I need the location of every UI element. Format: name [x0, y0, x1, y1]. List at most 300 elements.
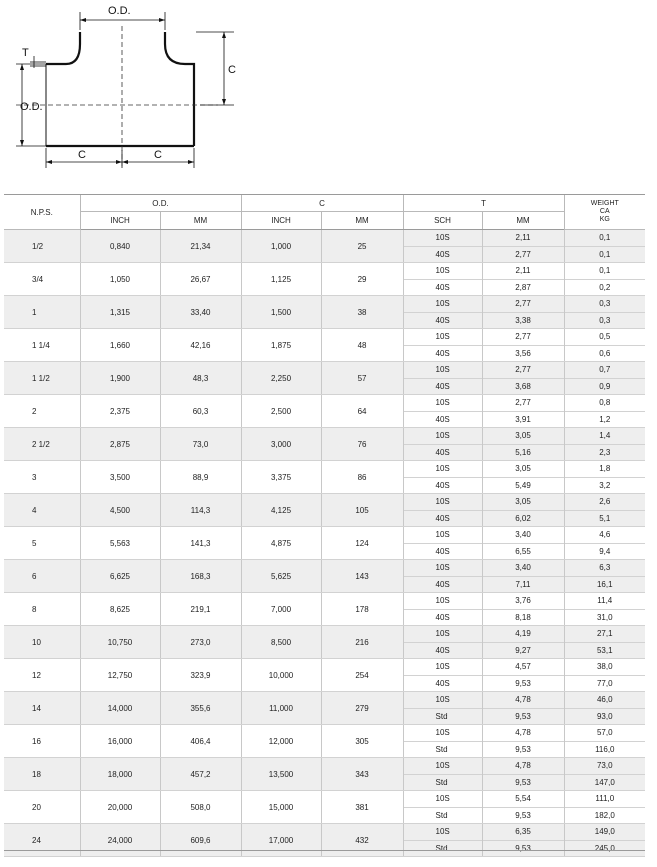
tee-branch-outline [46, 32, 194, 146]
cell-divider [483, 312, 564, 313]
cell-divider [404, 543, 482, 544]
cell-divider [483, 840, 564, 841]
table-row [4, 527, 645, 560]
cell-nps: 1 [4, 296, 80, 329]
cell-t-mm [482, 296, 564, 329]
cell-weight [564, 527, 645, 560]
cell-weight-value: 0,6 [599, 348, 611, 358]
cell-od-inch: 4,500 [80, 494, 160, 527]
cell-t-mm-value: 4,78 [515, 694, 531, 704]
cell-sch-value: Std [435, 810, 448, 820]
cell-od-mm: 26,67 [160, 263, 241, 296]
table-row [4, 824, 645, 857]
cell-sch-value: Std [435, 744, 448, 754]
cell-weight [564, 692, 645, 725]
cell-divider [404, 807, 482, 808]
cell-c-mm: 279 [321, 692, 403, 725]
cell-weight-value: 73,0 [596, 760, 613, 770]
cell-t-mm-value: 2,87 [515, 282, 531, 292]
table-row [4, 362, 645, 395]
cell-weight [564, 395, 645, 428]
cell-divider [565, 642, 646, 643]
cell-t-mm-value: 4,19 [515, 628, 531, 638]
cell-t-mm [482, 395, 564, 428]
cell-t-mm-value: 9,53 [515, 744, 531, 754]
cell-sch-value: 40S [435, 447, 450, 457]
cell-od-inch: 16,000 [80, 725, 160, 758]
cell-weight [564, 362, 645, 395]
cell-weight [564, 296, 645, 329]
cell-od-mm: 457,2 [160, 758, 241, 791]
cell-divider [404, 741, 482, 742]
cell-t-mm [482, 692, 564, 725]
cell-t-mm [482, 461, 564, 494]
table-row [4, 725, 645, 758]
cell-divider [483, 576, 564, 577]
cell-od-mm: 73,0 [160, 428, 241, 461]
cell-c-mm: 305 [321, 725, 403, 758]
header-weight [564, 195, 645, 230]
tee-dimensions-table [4, 194, 645, 857]
cell-t-mm-value: 2,77 [515, 397, 531, 407]
cell-divider [404, 576, 482, 577]
table-body [4, 230, 645, 857]
cell-sch-value: 40S [435, 480, 450, 490]
cell-od-mm: 219,1 [160, 593, 241, 626]
cell-sch-value: 40S [435, 678, 450, 688]
cell-t-mm-value: 2,77 [515, 298, 531, 308]
arrow-icon [46, 160, 52, 164]
cell-weight [564, 428, 645, 461]
cell-od-inch: 0,840 [80, 230, 160, 263]
cell-sch-value: 40S [435, 612, 450, 622]
cell-c-mm: 216 [321, 626, 403, 659]
cell-sch [403, 263, 482, 296]
table-row [4, 494, 645, 527]
table-row [4, 593, 645, 626]
header-od-mm: MM [160, 212, 241, 230]
cell-divider [483, 279, 564, 280]
cell-sch [403, 230, 482, 263]
cell-divider [404, 774, 482, 775]
cell-weight-value: 3,2 [599, 480, 611, 490]
cell-od-mm: 42,16 [160, 329, 241, 362]
cell-divider [483, 741, 564, 742]
arrow-icon [116, 160, 122, 164]
cell-od-mm: 406,4 [160, 725, 241, 758]
table-row [4, 461, 645, 494]
cell-od-inch: 5,563 [80, 527, 160, 560]
cell-c-mm: 105 [321, 494, 403, 527]
cell-c-mm: 76 [321, 428, 403, 461]
table-row [4, 692, 645, 725]
cell-divider [565, 477, 646, 478]
cell-weight-value: 5,1 [599, 513, 611, 523]
cell-weight-value: 38,0 [596, 661, 613, 671]
cell-od-mm: 508,0 [160, 791, 241, 824]
cell-weight-value: 77,0 [596, 678, 613, 688]
cell-weight-value: 4,6 [599, 529, 611, 539]
cell-sch [403, 296, 482, 329]
cell-c-mm: 57 [321, 362, 403, 395]
table-row [4, 758, 645, 791]
cell-od-mm: 33,40 [160, 296, 241, 329]
cell-c-inch: 4,875 [241, 527, 321, 560]
cell-weight-value: 0,5 [599, 331, 611, 341]
header-od: O.D. [80, 195, 241, 212]
cell-sch-value: 10S [435, 694, 450, 704]
cell-sch-value: 10S [435, 562, 450, 572]
cell-c-mm: 343 [321, 758, 403, 791]
cell-sch [403, 395, 482, 428]
cell-c-inch: 15,000 [241, 791, 321, 824]
cell-divider [404, 312, 482, 313]
header-c: C [241, 195, 403, 212]
cell-sch [403, 362, 482, 395]
arrow-icon [20, 64, 24, 70]
cell-sch-value: 10S [435, 331, 450, 341]
od-left-label: O.D. [20, 101, 43, 113]
table-row [4, 791, 645, 824]
cell-od-inch: 18,000 [80, 758, 160, 791]
cell-weight [564, 758, 645, 791]
cell-t-mm-value: 2,77 [515, 249, 531, 259]
cell-nps: 1/2 [4, 230, 80, 263]
cell-od-inch: 8,625 [80, 593, 160, 626]
cell-t-mm [482, 626, 564, 659]
cell-od-inch: 2,375 [80, 395, 160, 428]
cell-t-mm-value: 3,40 [515, 529, 531, 539]
cell-divider [483, 675, 564, 676]
cell-c-mm: 254 [321, 659, 403, 692]
cell-divider [565, 741, 646, 742]
cell-sch [403, 725, 482, 758]
cell-nps: 10 [4, 626, 80, 659]
arrow-icon [188, 160, 194, 164]
cell-weight-value: 0,1 [599, 265, 611, 275]
cell-od-inch: 10,750 [80, 626, 160, 659]
cell-divider [483, 708, 564, 709]
cell-nps: 3/4 [4, 263, 80, 296]
cell-t-mm-value: 3,68 [515, 381, 531, 391]
cell-divider [404, 609, 482, 610]
cell-t-mm [482, 494, 564, 527]
cell-od-inch: 24,000 [80, 824, 160, 857]
cell-divider [483, 543, 564, 544]
cell-divider [565, 411, 646, 412]
cell-t-mm-value: 6,02 [515, 513, 531, 523]
cell-divider [565, 312, 646, 313]
cell-t-mm-value: 5,16 [515, 447, 531, 457]
cell-divider [404, 246, 482, 247]
cell-nps: 14 [4, 692, 80, 725]
cell-t-mm [482, 659, 564, 692]
cell-sch [403, 659, 482, 692]
cell-sch-value: 10S [435, 529, 450, 539]
cell-c-inch: 3,000 [241, 428, 321, 461]
arrow-icon [159, 18, 165, 22]
header-t-sch: SCH [403, 212, 482, 230]
cell-divider [565, 807, 646, 808]
cell-od-inch: 1,050 [80, 263, 160, 296]
cell-weight-value: 6,3 [599, 562, 611, 572]
cell-divider [483, 378, 564, 379]
cell-weight-value: 16,1 [596, 579, 613, 589]
cell-t-mm-value: 4,78 [515, 727, 531, 737]
arrow-icon [222, 99, 226, 105]
cell-c-mm: 432 [321, 824, 403, 857]
cell-c-inch: 3,375 [241, 461, 321, 494]
cell-c-inch: 1,875 [241, 329, 321, 362]
cell-divider [404, 642, 482, 643]
cell-divider [565, 708, 646, 709]
cell-weight-value: 0,3 [599, 315, 611, 325]
cell-t-mm [482, 725, 564, 758]
cell-t-mm [482, 791, 564, 824]
cell-weight-value: 0,8 [599, 397, 611, 407]
cell-c-inch: 17,000 [241, 824, 321, 857]
cell-t-mm-value: 9,53 [515, 777, 531, 787]
cell-divider [483, 609, 564, 610]
cell-nps: 16 [4, 725, 80, 758]
cell-t-mm-value: 4,78 [515, 760, 531, 770]
cell-weight-value: 0,9 [599, 381, 611, 391]
cell-c-inch: 13,500 [241, 758, 321, 791]
cell-t-mm-value: 2,11 [515, 265, 531, 275]
cell-od-mm: 114,3 [160, 494, 241, 527]
cell-nps: 8 [4, 593, 80, 626]
table-row [4, 659, 645, 692]
cell-divider [565, 576, 646, 577]
cell-nps: 1 1/2 [4, 362, 80, 395]
cell-c-mm: 124 [321, 527, 403, 560]
cell-t-mm-value: 7,11 [515, 579, 531, 589]
cell-sch-value: 40S [435, 513, 450, 523]
cell-divider [483, 444, 564, 445]
tee-dimension-diagram [0, 0, 260, 180]
cell-weight-value: 11,4 [597, 595, 613, 605]
header-od-inch: INCH [80, 212, 160, 230]
cell-sch-value: 10S [435, 727, 450, 737]
cell-weight-value: 245,0 [594, 843, 615, 853]
bottom-divider [4, 850, 645, 851]
cell-weight-value: 147,0 [594, 777, 615, 787]
cell-weight-value: 93,0 [596, 711, 613, 721]
cell-weight [564, 824, 645, 857]
cell-sch [403, 461, 482, 494]
cell-sch [403, 626, 482, 659]
cell-weight-value: 0,2 [599, 282, 611, 292]
cell-t-mm [482, 428, 564, 461]
cell-c-mm: 86 [321, 461, 403, 494]
cell-weight-value: 46,0 [596, 694, 613, 704]
cell-c-mm: 38 [321, 296, 403, 329]
cell-divider [404, 444, 482, 445]
table-row [4, 263, 645, 296]
cell-c-mm: 48 [321, 329, 403, 362]
cell-weight-value: 27,1 [596, 628, 613, 638]
cell-sch [403, 560, 482, 593]
cell-od-mm: 48,3 [160, 362, 241, 395]
cell-weight-value: 0,1 [599, 232, 611, 242]
cell-weight [564, 494, 645, 527]
header-t-mm: MM [482, 212, 564, 230]
cell-c-inch: 8,500 [241, 626, 321, 659]
arrow-icon [222, 32, 226, 38]
cell-nps: 2 1/2 [4, 428, 80, 461]
header-c-mm: MM [321, 212, 403, 230]
cell-nps: 3 [4, 461, 80, 494]
cell-divider [404, 477, 482, 478]
cell-divider [483, 246, 564, 247]
cell-od-inch: 1,660 [80, 329, 160, 362]
cell-c-inch: 7,000 [241, 593, 321, 626]
cell-divider [483, 510, 564, 511]
cell-weight-value: 2,6 [599, 496, 611, 506]
cell-c-inch: 4,125 [241, 494, 321, 527]
cell-sch [403, 527, 482, 560]
cell-weight-value: 2,3 [599, 447, 611, 457]
cell-sch [403, 791, 482, 824]
cell-weight-value: 31,0 [596, 612, 613, 622]
cell-t-mm [482, 593, 564, 626]
cell-od-mm: 21,34 [160, 230, 241, 263]
cell-weight-value: 0,1 [599, 249, 611, 259]
header-t: T [403, 195, 564, 212]
cell-t-mm-value: 9,27 [515, 645, 531, 655]
cell-divider [483, 807, 564, 808]
cell-weight [564, 791, 645, 824]
cell-sch-value: 40S [435, 579, 450, 589]
cell-od-mm: 168,3 [160, 560, 241, 593]
cell-t-mm [482, 230, 564, 263]
arrow-icon [80, 18, 86, 22]
cell-t-mm-value: 9,53 [515, 678, 531, 688]
cell-c-inch: 1,000 [241, 230, 321, 263]
cell-c-mm: 143 [321, 560, 403, 593]
cell-sch-value: 10S [435, 595, 450, 605]
cell-weight [564, 461, 645, 494]
cell-weight-value: 1,4 [599, 430, 611, 440]
cell-sch-value: 10S [435, 430, 450, 440]
c-bottom-left-label: C [78, 149, 86, 161]
cell-sch-value: 10S [435, 232, 450, 242]
cell-divider [404, 411, 482, 412]
cell-t-mm-value: 2,77 [515, 331, 531, 341]
cell-od-inch: 2,875 [80, 428, 160, 461]
cell-weight-value: 182,0 [594, 810, 615, 820]
table-row [4, 626, 645, 659]
cell-t-mm-value: 6,35 [515, 826, 531, 836]
cell-divider [565, 378, 646, 379]
cell-t-mm-value: 3,05 [515, 463, 531, 473]
cell-divider [404, 378, 482, 379]
cell-c-inch: 1,500 [241, 296, 321, 329]
cell-t-mm [482, 560, 564, 593]
cell-sch-value: 10S [435, 463, 450, 473]
cell-od-inch: 1,315 [80, 296, 160, 329]
cell-od-inch: 12,750 [80, 659, 160, 692]
cell-od-mm: 141,3 [160, 527, 241, 560]
cell-nps: 12 [4, 659, 80, 692]
cell-t-mm-value: 3,91 [515, 414, 531, 424]
cell-od-inch: 20,000 [80, 791, 160, 824]
header-weight-line2: CA [599, 208, 610, 215]
cell-divider [565, 543, 646, 544]
cell-divider [404, 510, 482, 511]
cell-nps: 20 [4, 791, 80, 824]
cell-t-mm [482, 758, 564, 791]
cell-sch [403, 494, 482, 527]
cell-c-inch: 10,000 [241, 659, 321, 692]
cell-nps: 6 [4, 560, 80, 593]
cell-sch-value: 10S [435, 760, 450, 770]
cell-nps: 18 [4, 758, 80, 791]
cell-sch-value: 40S [435, 282, 450, 292]
cell-divider [483, 477, 564, 478]
cell-t-mm-value: 6,55 [515, 546, 531, 556]
cell-t-mm [482, 362, 564, 395]
cell-sch [403, 329, 482, 362]
cell-weight-value: 1,8 [599, 463, 611, 473]
cell-od-inch: 3,500 [80, 461, 160, 494]
cell-od-mm: 88,9 [160, 461, 241, 494]
cell-sch-value: 10S [435, 364, 450, 374]
table-row [4, 395, 645, 428]
cell-weight [564, 560, 645, 593]
cell-od-mm: 355,6 [160, 692, 241, 725]
cell-weight-value: 116,0 [595, 744, 615, 754]
cell-divider [565, 510, 646, 511]
cell-sch-value: 40S [435, 249, 450, 259]
cell-nps: 5 [4, 527, 80, 560]
cell-sch-value: Std [435, 777, 448, 787]
cell-weight [564, 230, 645, 263]
cell-divider [565, 279, 646, 280]
cell-weight-value: 1,2 [599, 414, 611, 424]
cell-sch-value: 10S [435, 628, 450, 638]
table-row [4, 428, 645, 461]
cell-t-mm-value: 4,57 [515, 661, 531, 671]
cell-c-inch: 12,000 [241, 725, 321, 758]
od-top-label: O.D. [108, 5, 131, 17]
cell-sch-value: 40S [435, 348, 450, 358]
cell-od-inch: 1,900 [80, 362, 160, 395]
cell-sch [403, 692, 482, 725]
cell-sch-value: 10S [435, 265, 450, 275]
cell-weight [564, 626, 645, 659]
cell-od-mm: 60,3 [160, 395, 241, 428]
cell-c-inch: 11,000 [241, 692, 321, 725]
cell-divider [483, 774, 564, 775]
cell-divider [404, 279, 482, 280]
cell-weight-value: 0,3 [599, 298, 611, 308]
cell-weight-value: 111,0 [595, 793, 615, 803]
cell-t-mm-value: 3,05 [515, 496, 531, 506]
cell-sch-value: 40S [435, 315, 450, 325]
cell-c-mm: 381 [321, 791, 403, 824]
cell-od-inch: 14,000 [80, 692, 160, 725]
cell-weight-value: 149,0 [594, 826, 615, 836]
c-right-label: C [228, 64, 236, 76]
cell-c-inch: 5,625 [241, 560, 321, 593]
cell-divider [404, 840, 482, 841]
cell-t-mm-value: 2,11 [515, 232, 531, 242]
cell-t-mm [482, 329, 564, 362]
cell-c-mm: 29 [321, 263, 403, 296]
cell-sch-value: 10S [435, 793, 450, 803]
cell-weight [564, 329, 645, 362]
